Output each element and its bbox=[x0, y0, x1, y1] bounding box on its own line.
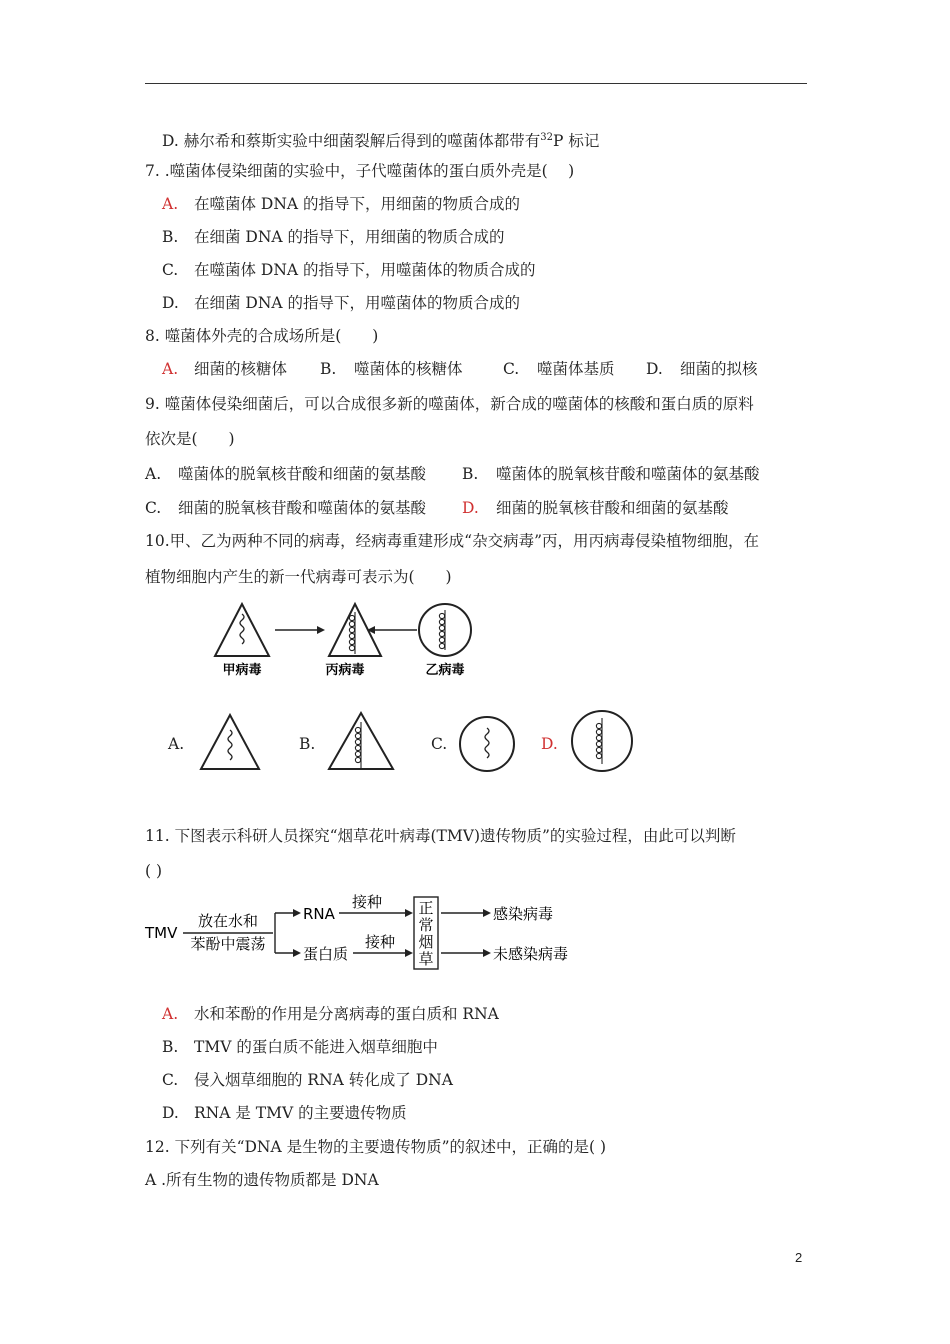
tobacco-char-1: 正 bbox=[418, 899, 434, 917]
q10-option-b-shape bbox=[326, 710, 396, 772]
q10-option-d-label: D. bbox=[541, 735, 558, 753]
wavy-genome-icon bbox=[485, 728, 489, 758]
q10-option-a-label: A. bbox=[168, 735, 185, 753]
wavy-genome-icon bbox=[240, 614, 244, 644]
arrow-right-icon bbox=[405, 909, 413, 917]
label-rna: RNA bbox=[303, 905, 335, 923]
q7-option-b: B. 在细菌 DNA 的指导下，用细菌的物质合成的 bbox=[162, 228, 505, 246]
q8-stem: 8. 噬菌体外壳的合成场所是( ) bbox=[145, 327, 379, 345]
q8-option-d: D. 细菌的拟核 bbox=[646, 360, 758, 378]
label-virus-bing: 丙病毒 bbox=[325, 663, 365, 678]
q10-stem-line1: 10.甲、乙为两种不同的病毒，经病毒重建形成“杂交病毒”丙，用丙病毒侵染植物细胞，在 bbox=[145, 532, 760, 550]
arrow-right-icon bbox=[483, 949, 491, 957]
q9-option-b: B. 噬菌体的脱氧核苷酸和噬菌体的氨基酸 bbox=[462, 465, 760, 483]
q7-option-c: C. 在噬菌体 DNA 的指导下，用噬菌体的物质合成的 bbox=[162, 261, 536, 279]
arrow-right-icon bbox=[293, 909, 301, 917]
label-inoculate-2: 接种 bbox=[364, 933, 396, 951]
wavy-genome-icon bbox=[228, 730, 232, 760]
q9-option-d: D. 细菌的脱氧核苷酸和细菌的氨基酸 bbox=[462, 499, 729, 517]
label-step1-top: 放在水和 bbox=[197, 912, 259, 930]
q10-option-a-shape bbox=[198, 712, 262, 772]
q9-stem-line1: 9. 噬菌体侵染细菌后，可以合成很多新的噬菌体，新合成的噬菌体的核酸和蛋白质的原料 bbox=[145, 395, 754, 413]
q10-stem-line2: 植物细胞内产生的新一代病毒可表示为( ) bbox=[145, 568, 452, 586]
label-inoculate-1: 接种 bbox=[351, 893, 383, 911]
q10-option-c-label: C. bbox=[431, 735, 448, 753]
tobacco-char-2: 常 bbox=[418, 916, 434, 934]
q10-option-c-shape bbox=[457, 714, 517, 774]
q8-option-b: B. 噬菌体的核糖体 bbox=[320, 360, 463, 378]
q10-option-b-label: B. bbox=[299, 735, 316, 753]
q8-option-a: A. 细菌的核糖体 bbox=[162, 360, 288, 378]
q9-option-a: A. 噬菌体的脱氧核苷酸和细菌的氨基酸 bbox=[145, 465, 427, 483]
q11-stem-line2: ( ) bbox=[145, 862, 163, 880]
q10-option-d-shape bbox=[569, 708, 635, 774]
label-step1-bottom: 苯酚中震荡 bbox=[190, 935, 266, 953]
q12-option-a: A .所有生物的遗传物质都是 DNA bbox=[145, 1171, 379, 1189]
q11-option-d: D. RNA 是 TMV 的主要遗传物质 bbox=[162, 1104, 407, 1122]
q7-stem: 7. .噬菌体侵染细菌的实验中，子代噬菌体的蛋白质外壳是( ) bbox=[145, 162, 575, 180]
label-infected: 感染病毒 bbox=[493, 905, 554, 923]
q6-option-d: D. 赫尔希和蔡斯实验中细菌裂解后得到的噬菌体都带有$^{32}$P 标记 bbox=[162, 132, 600, 151]
label-virus-jia: 甲病毒 bbox=[222, 663, 262, 678]
label-protein: 蛋白质 bbox=[303, 945, 349, 963]
coiled-genome-icon bbox=[355, 722, 361, 768]
virus-reconstruction-figure bbox=[205, 598, 485, 682]
coiled-genome-icon bbox=[349, 612, 355, 654]
label-not-infected: 未感染病毒 bbox=[493, 945, 569, 963]
tobacco-char-3: 烟 bbox=[418, 933, 434, 951]
q7-option-d: D. 在细菌 DNA 的指导下，用噬菌体的物质合成的 bbox=[162, 294, 521, 312]
q11-option-b: B. TMV 的蛋白质不能进入烟草细胞中 bbox=[162, 1038, 438, 1056]
coiled-genome-icon bbox=[439, 610, 445, 650]
q9-stem-line2: 依次是( ) bbox=[145, 430, 235, 448]
tobacco-char-4: 草 bbox=[418, 950, 434, 968]
arrow-right-icon bbox=[317, 626, 325, 634]
q8-option-c: C. 噬菌体基质 bbox=[503, 360, 615, 378]
arrow-left-icon bbox=[367, 626, 375, 634]
tmv-experiment-figure bbox=[143, 893, 583, 973]
q9-option-c: C. 细菌的脱氧核苷酸和噬菌体的氨基酸 bbox=[145, 499, 427, 517]
q11-option-c: C. 侵入烟草细胞的 RNA 转化成了 DNA bbox=[162, 1071, 453, 1089]
q7-option-a: A. 在噬菌体 DNA 的指导下，用细菌的物质合成的 bbox=[162, 195, 521, 213]
arrow-right-icon bbox=[483, 909, 491, 917]
q11-option-a: A. 水和苯酚的作用是分离病毒的蛋白质和 RNA bbox=[162, 1005, 499, 1023]
label-virus-yi: 乙病毒 bbox=[425, 663, 465, 678]
arrow-right-icon bbox=[405, 949, 413, 957]
q12-stem: 12. 下列有关“DNA 是生物的主要遗传物质”的叙述中，正确的是( ) bbox=[145, 1138, 607, 1156]
q11-stem-line1: 11. 下图表示科研人员探究“烟草花叶病毒(TMV)遗传物质”的实验过程，由此可以判断 bbox=[145, 827, 736, 845]
page-number: 2 bbox=[795, 1250, 803, 1265]
arrow-right-icon bbox=[293, 949, 301, 957]
coiled-genome-icon bbox=[596, 718, 602, 764]
header-rule bbox=[145, 83, 807, 84]
label-tmv: TMV bbox=[145, 924, 178, 942]
virus-jia-shape bbox=[215, 604, 269, 656]
